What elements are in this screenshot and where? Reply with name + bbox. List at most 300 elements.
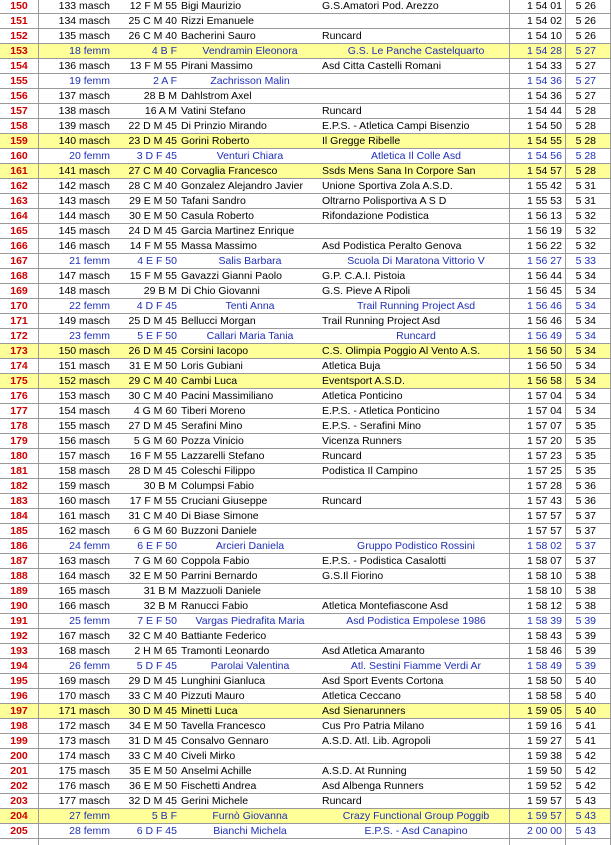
table-row [0, 134, 611, 149]
overall-rank-cell: 134 masch [58, 15, 110, 27]
pace-per-km-cell: 5 39 [575, 630, 596, 642]
athlete-name-cell: Tenti Anna [225, 300, 275, 312]
pace-per-km-cell: 5 34 [575, 345, 596, 357]
finish-time-cell: 1 59 57 [526, 810, 562, 822]
table-row [0, 374, 611, 389]
club-name-cell: Crazy Functional Group Poggib [342, 810, 490, 822]
overall-rank-cell: 176 masch [58, 780, 110, 792]
pace-per-km-cell: 5 31 [575, 180, 596, 192]
finish-time-cell: 1 58 58 [526, 690, 562, 702]
athlete-name-cell: Di Prinzio Mirando [181, 120, 267, 132]
finish-time-cell: 1 57 25 [526, 465, 562, 477]
overall-rank-cell: 144 masch [58, 210, 110, 222]
position-cell: 191 [10, 615, 28, 627]
finish-time-cell: 1 56 13 [526, 210, 562, 222]
pace-per-km-cell: 5 43 [575, 810, 596, 822]
category-rank-cell: 7 E F 50 [137, 615, 177, 627]
athlete-name-cell: Di Biase Simone [181, 510, 259, 522]
pace-per-km-cell: 5 36 [575, 495, 596, 507]
club-name-cell: A.S.D. At Running [322, 765, 407, 777]
pace-per-km-cell: 5 42 [575, 780, 596, 792]
category-rank-cell: 32 D M 45 [128, 795, 177, 807]
pace-per-km-cell: 5 32 [575, 240, 596, 252]
club-name-cell [322, 629, 510, 643]
position-cell: 169 [10, 285, 28, 297]
pace-per-km-cell: 5 40 [575, 690, 596, 702]
table-row [0, 164, 611, 179]
category-rank-cell: 26 C M 40 [128, 30, 177, 42]
pace-per-km-cell: 5 43 [575, 795, 596, 807]
pace-per-km-cell: 5 27 [575, 90, 596, 102]
club-name-cell: Ssds Mens Sana In Corpore San [322, 165, 476, 177]
finish-time-cell: 1 57 04 [526, 390, 562, 402]
pace-per-km-cell: 5 35 [575, 465, 596, 477]
athlete-name-cell: Lunghini Gianluca [181, 675, 266, 687]
athlete-name-cell: Parolai Valentina [210, 660, 290, 672]
club-name-cell: Cus Pro Patria Milano [322, 720, 425, 732]
table-row [0, 689, 611, 704]
club-name-cell: Podistica Il Campino [322, 465, 418, 477]
overall-rank-cell: 164 masch [58, 570, 110, 582]
finish-time-cell: 1 54 50 [526, 120, 562, 132]
position-cell: 205 [10, 825, 28, 837]
athlete-name-cell: Pirani Massimo [181, 60, 253, 72]
athlete-name-cell: Tafani Sandro [181, 195, 246, 207]
table-row [0, 359, 611, 374]
table-row [0, 44, 611, 59]
athlete-name-cell: Bacherini Sauro [181, 30, 256, 42]
position-cell: 198 [10, 720, 28, 732]
position-cell: 167 [10, 255, 28, 267]
overall-rank-cell: 158 masch [58, 465, 110, 477]
table-row [0, 194, 611, 209]
position-cell: 189 [10, 585, 28, 597]
pace-per-km-cell: 5 39 [575, 660, 596, 672]
finish-time-cell: 1 54 28 [526, 45, 562, 57]
category-rank-cell: 30 C M 40 [128, 390, 177, 402]
position-cell: 204 [10, 810, 28, 822]
category-rank-cell: 3 D F 45 [136, 150, 177, 162]
finish-time-cell: 1 54 36 [526, 75, 562, 87]
athlete-name-cell: Tiberi Moreno [181, 405, 246, 417]
category-rank-cell: 5 E F 50 [137, 330, 177, 342]
overall-rank-cell: 148 masch [58, 285, 110, 297]
position-cell: 190 [10, 600, 28, 612]
finish-time-cell: 1 56 46 [526, 315, 562, 327]
category-rank-cell: 30 D M 45 [128, 705, 177, 717]
position-cell: 175 [10, 375, 28, 387]
club-name-cell [322, 509, 510, 523]
finish-time-cell: 1 58 10 [526, 585, 562, 597]
athlete-name-cell: Tavella Francesco [181, 720, 266, 732]
pace-per-km-cell: 5 34 [575, 390, 596, 402]
position-cell: 202 [10, 780, 28, 792]
athlete-name-cell: Bigi Maurizio [181, 0, 242, 12]
finish-time-cell: 1 54 55 [526, 135, 562, 147]
finish-time-cell: 1 59 27 [526, 735, 562, 747]
position-cell: 182 [10, 480, 28, 492]
club-name-cell: Unione Sportiva Zola A.S.D. [322, 180, 453, 192]
athlete-name-cell: Zachrisson Malin [210, 75, 290, 87]
position-cell: 159 [10, 135, 28, 147]
overall-rank-cell: 147 masch [58, 270, 110, 282]
finish-time-cell: 1 57 23 [526, 450, 562, 462]
pace-per-km-cell: 5 26 [575, 15, 596, 27]
position-cell: 199 [10, 735, 28, 747]
athlete-name-cell: Pacini Massimiliano [181, 390, 274, 402]
club-name-cell [322, 224, 510, 238]
athlete-name-cell: Vendramin Eleonora [202, 45, 298, 57]
pace-per-km-cell: 5 37 [575, 540, 596, 552]
club-name-cell: Il Gregge Ribelle [322, 135, 401, 147]
finish-time-cell: 1 56 22 [526, 240, 562, 252]
category-rank-cell: 4 G M 60 [133, 405, 177, 417]
club-name-cell [322, 74, 510, 88]
table-row [0, 299, 611, 314]
club-name-cell: C.S. Olimpia Poggio Al Vento A.S. [322, 345, 481, 357]
club-name-cell: Runcard [322, 30, 362, 42]
overall-rank-cell: 133 masch [58, 0, 110, 12]
club-name-cell: G.S. Pieve A Ripoli [322, 285, 411, 297]
category-rank-cell: 33 C M 40 [128, 750, 177, 762]
pace-per-km-cell: 5 38 [575, 570, 596, 582]
overall-rank-cell: 171 masch [58, 705, 110, 717]
pace-per-km-cell: 5 42 [575, 765, 596, 777]
finish-time-cell: 1 59 05 [526, 705, 562, 717]
finish-time-cell: 1 57 57 [526, 510, 562, 522]
overall-rank-cell: 23 femm [69, 330, 110, 342]
position-cell: 201 [10, 765, 28, 777]
table-row [0, 179, 611, 194]
finish-time-cell: 1 57 20 [526, 435, 562, 447]
category-rank-cell: 2 A F [153, 75, 177, 87]
athlete-name-cell: Loris Gubiani [181, 360, 243, 372]
athlete-name-cell: Corsini Iacopo [181, 345, 249, 357]
position-cell: 186 [10, 540, 28, 552]
position-cell: 152 [10, 30, 28, 42]
athlete-name-cell: Massa Massimo [181, 240, 257, 252]
club-name-cell: Asd Podistica Peralto Genova [322, 240, 462, 252]
overall-rank-cell: 165 masch [58, 585, 110, 597]
finish-time-cell: 1 56 50 [526, 345, 562, 357]
finish-time-cell: 1 58 10 [526, 570, 562, 582]
club-name-cell: G.P. C.A.I. Pistoia [322, 270, 406, 282]
table-row [0, 0, 611, 14]
athlete-name-cell: Arcieri Daniela [215, 540, 285, 552]
category-rank-cell: 14 F M 55 [129, 240, 177, 252]
club-name-cell: Atletica Il Colle Asd [371, 150, 461, 162]
category-rank-cell: 36 E M 50 [129, 780, 177, 792]
finish-time-cell: 1 57 07 [526, 420, 562, 432]
position-cell: 172 [10, 330, 28, 342]
club-name-cell: Asd Sienarunners [322, 705, 406, 717]
table-row [0, 524, 611, 539]
club-name-cell: Oltrarno Polisportiva A S D [322, 195, 447, 207]
position-cell: 194 [10, 660, 28, 672]
finish-time-cell: 1 54 33 [526, 60, 562, 72]
pace-per-km-cell: 5 34 [575, 375, 596, 387]
overall-rank-cell: 135 masch [58, 30, 110, 42]
table-row [0, 794, 611, 809]
table-row [0, 59, 611, 74]
category-rank-cell: 13 F M 55 [129, 60, 177, 72]
table-row [0, 29, 611, 44]
category-rank-cell: 29 E M 50 [129, 195, 177, 207]
finish-time-cell: 1 58 50 [526, 675, 562, 687]
table-row [0, 74, 611, 89]
position-cell: 153 [10, 45, 28, 57]
pace-per-km-cell: 5 41 [575, 720, 596, 732]
position-cell: 192 [10, 630, 28, 642]
position-cell: 160 [10, 150, 28, 162]
finish-time-cell: 1 58 39 [526, 615, 562, 627]
club-name-cell: Asd Atletica Amaranto [322, 645, 425, 657]
overall-rank-cell: 138 masch [58, 105, 110, 117]
club-name-cell: Scuola Di Maratona Vittorio V [347, 255, 485, 267]
finish-time-cell: 1 56 46 [526, 300, 562, 312]
club-name-cell: Asd Sport Events Cortona [322, 675, 444, 687]
position-cell: 196 [10, 690, 28, 702]
overall-rank-cell: 175 masch [58, 765, 110, 777]
overall-rank-cell: 177 masch [58, 795, 110, 807]
category-rank-cell: 6 G M 60 [133, 525, 177, 537]
category-rank-cell: 27 C M 40 [128, 165, 177, 177]
table-row [0, 104, 611, 119]
athlete-name-cell: Bianchi Michela [213, 825, 287, 837]
pace-per-km-cell: 5 27 [575, 60, 596, 72]
finish-time-cell: 1 54 36 [526, 90, 562, 102]
table-row [0, 254, 611, 269]
overall-rank-cell: 146 masch [58, 240, 110, 252]
club-name-cell: Atletica Ceccano [322, 690, 401, 702]
club-name-cell [322, 584, 510, 598]
athlete-name-cell: Anselmi Achille [181, 765, 252, 777]
category-rank-cell: 6 D F 45 [136, 825, 177, 837]
club-name-cell: Atletica Ponticino [322, 390, 403, 402]
pace-per-km-cell: 5 28 [575, 165, 596, 177]
category-rank-cell: 34 E M 50 [129, 720, 177, 732]
table-row [0, 209, 611, 224]
overall-rank-cell: 156 masch [58, 435, 110, 447]
table-row [0, 779, 611, 794]
table-row [0, 269, 611, 284]
finish-time-cell: 1 59 57 [526, 795, 562, 807]
table-row [0, 119, 611, 134]
club-name-cell: Vicenza Runners [322, 435, 402, 447]
athlete-name-cell: Coppola Fabio [181, 555, 250, 567]
finish-time-cell: 1 54 10 [526, 30, 562, 42]
pace-per-km-cell: 5 39 [575, 615, 596, 627]
category-rank-cell: 28 C M 40 [128, 180, 177, 192]
pace-per-km-cell: 5 34 [575, 330, 596, 342]
overall-rank-cell: 28 femm [69, 825, 110, 837]
category-rank-cell: 7 G M 60 [133, 555, 177, 567]
athlete-name-cell: Corvaglia Francesco [181, 165, 278, 177]
finish-time-cell: 1 57 43 [526, 495, 562, 507]
table-row [0, 224, 611, 239]
position-cell: 183 [10, 495, 28, 507]
finish-time-cell: 1 58 49 [526, 660, 562, 672]
overall-rank-cell: 162 masch [58, 525, 110, 537]
finish-time-cell: 1 56 58 [526, 375, 562, 387]
finish-time-cell: 1 56 27 [526, 255, 562, 267]
overall-rank-cell: 24 femm [69, 540, 110, 552]
position-cell: 156 [10, 90, 28, 102]
position-cell: 203 [10, 795, 28, 807]
column-divider [509, 0, 510, 845]
column-divider [38, 0, 39, 845]
position-cell: 178 [10, 420, 28, 432]
athlete-name-cell: Venturi Chiara [216, 150, 284, 162]
finish-time-cell: 1 56 44 [526, 270, 562, 282]
finish-time-cell: 1 56 49 [526, 330, 562, 342]
position-cell: 155 [10, 75, 28, 87]
pace-per-km-cell: 5 34 [575, 285, 596, 297]
pace-per-km-cell: 5 37 [575, 525, 596, 537]
category-rank-cell: 28 D M 45 [128, 465, 177, 477]
category-rank-cell: 31 D M 45 [128, 735, 177, 747]
table-row [0, 419, 611, 434]
category-rank-cell: 4 D F 45 [136, 300, 177, 312]
overall-rank-cell: 19 femm [69, 75, 110, 87]
category-rank-cell: 32 B M [143, 600, 177, 612]
finish-time-cell: 1 59 16 [526, 720, 562, 732]
category-rank-cell: 4 E F 50 [137, 255, 177, 267]
pace-per-km-cell: 5 35 [575, 420, 596, 432]
athlete-name-cell: Cruciani Giuseppe [181, 495, 268, 507]
overall-rank-cell: 173 masch [58, 735, 110, 747]
table-row [0, 239, 611, 254]
club-name-cell: Asd Podistica Empolese 1986 [346, 615, 486, 627]
position-cell: 188 [10, 570, 28, 582]
athlete-name-cell: Lazzarelli Stefano [181, 450, 265, 462]
table-row [0, 719, 611, 734]
athlete-name-cell: Salis Barbara [218, 255, 282, 267]
table-row [0, 479, 611, 494]
position-cell: 158 [10, 120, 28, 132]
overall-rank-cell: 141 masch [58, 165, 110, 177]
overall-rank-cell: 20 femm [69, 150, 110, 162]
pace-per-km-cell: 5 26 [575, 30, 596, 42]
athlete-name-cell: Callari Maria Tania [206, 330, 294, 342]
position-cell: 161 [10, 165, 28, 177]
pace-per-km-cell: 5 42 [575, 750, 596, 762]
position-cell: 179 [10, 435, 28, 447]
table-row [0, 449, 611, 464]
athlete-name-cell: Casula Roberto [181, 210, 254, 222]
club-name-cell: E.P.S. - Serafini Mino [322, 420, 422, 432]
table-row [0, 539, 611, 554]
finish-time-cell: 1 55 53 [526, 195, 562, 207]
category-rank-cell: 17 F M 55 [129, 495, 177, 507]
table-row [0, 809, 611, 824]
athlete-name-cell: Consalvo Gennaro [181, 735, 269, 747]
table-row [0, 344, 611, 359]
finish-time-cell: 1 59 52 [526, 780, 562, 792]
overall-rank-cell: 174 masch [58, 750, 110, 762]
overall-rank-cell: 159 masch [58, 480, 110, 492]
category-rank-cell: 28 B M [143, 90, 177, 102]
pace-per-km-cell: 5 38 [575, 585, 596, 597]
table-row [0, 599, 611, 614]
position-cell: 177 [10, 405, 28, 417]
overall-rank-cell: 27 femm [69, 810, 110, 822]
category-rank-cell: 25 C M 40 [128, 15, 177, 27]
finish-time-cell: 1 54 56 [526, 150, 562, 162]
category-rank-cell: 15 F M 55 [129, 270, 177, 282]
position-cell: 200 [10, 750, 28, 762]
finish-time-cell: 1 56 50 [526, 360, 562, 372]
position-cell: 176 [10, 390, 28, 402]
overall-rank-cell: 168 masch [58, 645, 110, 657]
category-rank-cell: 30 B M [143, 480, 177, 492]
pace-per-km-cell: 5 31 [575, 195, 596, 207]
table-row [0, 89, 611, 104]
category-rank-cell: 26 D M 45 [128, 345, 177, 357]
pace-per-km-cell: 5 28 [575, 105, 596, 117]
finish-time-cell: 1 56 19 [526, 225, 562, 237]
table-row [0, 329, 611, 344]
club-name-cell: Eventsport A.S.D. [322, 375, 405, 387]
table-row [0, 584, 611, 599]
position-cell: 174 [10, 360, 28, 372]
overall-rank-cell: 152 masch [58, 375, 110, 387]
pace-per-km-cell: 5 28 [575, 150, 596, 162]
table-row [0, 284, 611, 299]
overall-rank-cell: 163 masch [58, 555, 110, 567]
club-name-cell: Atl. Sestini Fiamme Verdi Ar [350, 660, 482, 672]
table-row [0, 674, 611, 689]
athlete-name-cell: Ranucci Fabio [181, 600, 249, 612]
pace-per-km-cell: 5 28 [575, 135, 596, 147]
athlete-name-cell: Mazzuoli Daniele [181, 585, 261, 597]
overall-rank-cell: 140 masch [58, 135, 110, 147]
club-name-cell: Runcard [322, 450, 362, 462]
overall-rank-cell: 137 masch [58, 90, 110, 102]
pace-per-km-cell: 5 37 [575, 555, 596, 567]
pace-per-km-cell: 5 34 [575, 405, 596, 417]
club-name-cell [322, 89, 510, 103]
finish-time-cell: 2 00 00 [526, 825, 562, 837]
pace-per-km-cell: 5 34 [575, 360, 596, 372]
position-cell: 187 [10, 555, 28, 567]
club-name-cell [322, 479, 510, 493]
pace-per-km-cell: 5 32 [575, 225, 596, 237]
overall-rank-cell: 145 masch [58, 225, 110, 237]
finish-time-cell: 1 57 57 [526, 525, 562, 537]
position-cell: 180 [10, 450, 28, 462]
club-name-cell: E.P.S. - Atletica Campi Bisenzio [322, 120, 470, 132]
pace-per-km-cell: 5 27 [575, 75, 596, 87]
athlete-name-cell: Fischetti Andrea [181, 780, 257, 792]
club-name-cell: Atletica Montefiascone Asd [322, 600, 449, 612]
pace-per-km-cell: 5 41 [575, 735, 596, 747]
table-row [0, 464, 611, 479]
pace-per-km-cell: 5 26 [575, 0, 596, 12]
table-row [0, 764, 611, 779]
category-rank-cell: 5 D F 45 [136, 660, 177, 672]
category-rank-cell: 12 F M 55 [129, 0, 177, 12]
category-rank-cell: 24 D M 45 [128, 225, 177, 237]
table-row [0, 749, 611, 764]
table-row [0, 569, 611, 584]
table-row [0, 659, 611, 674]
club-name-cell: Trail Running Project Asd [322, 315, 441, 327]
finish-time-cell: 1 57 04 [526, 405, 562, 417]
table-row [0, 704, 611, 719]
pace-per-km-cell: 5 40 [575, 675, 596, 687]
finish-time-cell: 1 56 45 [526, 285, 562, 297]
